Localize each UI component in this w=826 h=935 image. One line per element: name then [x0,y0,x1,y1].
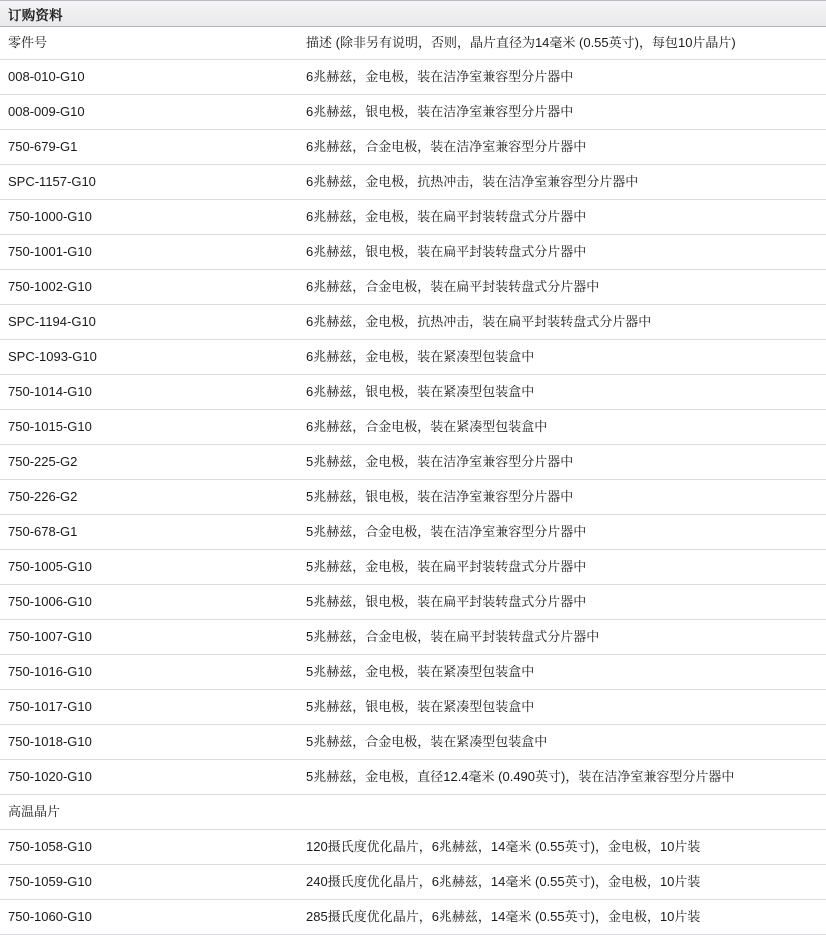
cell-part-number: 750-1017-G10 [0,690,298,725]
cell-description: 5兆赫兹，银电极，装在紧凑型包装盒中 [298,690,826,725]
cell-description: 285摄氏度优化晶片，6兆赫兹，14毫米 (0.55英寸)，金电极，10片装 [298,900,826,935]
table-row [0,130,826,165]
cell-part-number: SPC-1157-G10 [0,165,298,200]
group-label-high-temperature: 高温晶片 [0,795,298,830]
table-header-row [0,27,826,60]
cell-description: 5兆赫兹，金电极，装在扁平封装转盘式分片器中 [298,550,826,585]
cell-description: 6兆赫兹，银电极，装在扁平封装转盘式分片器中 [298,235,826,270]
cell-description: 5兆赫兹，合金电极，装在洁净室兼容型分片器中 [298,515,826,550]
section-header [0,0,826,27]
cell-description: 6兆赫兹，银电极，装在紧凑型包装盒中 [298,375,826,410]
table-row [0,165,826,200]
table-row [0,95,826,130]
cell-part-number: SPC-1194-G10 [0,305,298,340]
cell-description: 6兆赫兹，银电极，装在洁净室兼容型分片器中 [298,95,826,130]
table-row [0,725,826,760]
table-row [0,620,826,655]
table-group-row [0,795,826,830]
group-row-empty-cell [298,795,826,830]
cell-part-number: 750-1002-G10 [0,270,298,305]
table-row [0,60,826,95]
cell-description: 5兆赫兹，合金电极，装在扁平封装转盘式分片器中 [298,620,826,655]
table-row [0,375,826,410]
column-header-part-number: 零件号 [0,27,298,60]
table-row [0,830,826,865]
cell-part-number: 750-1000-G10 [0,200,298,235]
cell-description: 5兆赫兹，银电极，装在洁净室兼容型分片器中 [298,480,826,515]
table-row [0,515,826,550]
cell-description: 6兆赫兹，合金电极，装在洁净室兼容型分片器中 [298,130,826,165]
cell-description: 6兆赫兹，合金电极，装在紧凑型包装盒中 [298,410,826,445]
cell-part-number: 750-1018-G10 [0,725,298,760]
cell-part-number: 750-679-G1 [0,130,298,165]
cell-description: 5兆赫兹，金电极，直径12.4毫米 (0.490英寸)，装在洁净室兼容型分片器中 [298,760,826,795]
cell-part-number: 750-1001-G10 [0,235,298,270]
cell-description: 5兆赫兹，合金电极，装在紧凑型包装盒中 [298,725,826,760]
table-row [0,200,826,235]
cell-description: 6兆赫兹，金电极，抗热冲击，装在洁净室兼容型分片器中 [298,165,826,200]
cell-description: 5兆赫兹，银电极，装在扁平封装转盘式分片器中 [298,585,826,620]
cell-part-number: 750-225-G2 [0,445,298,480]
cell-description: 6兆赫兹，金电极，装在洁净室兼容型分片器中 [298,60,826,95]
table-row [0,235,826,270]
table-row [0,550,826,585]
table-row [0,445,826,480]
cell-part-number: 750-1058-G10 [0,830,298,865]
table-row [0,865,826,900]
table-row [0,410,826,445]
table-row [0,480,826,515]
cell-part-number: 750-1016-G10 [0,655,298,690]
table-row [0,340,826,375]
cell-description: 6兆赫兹，金电极，装在扁平封装转盘式分片器中 [298,200,826,235]
table-row [0,655,826,690]
cell-part-number: 750-1014-G10 [0,375,298,410]
cell-part-number: 750-1059-G10 [0,865,298,900]
table-row [0,690,826,725]
cell-description: 5兆赫兹，金电极，装在洁净室兼容型分片器中 [298,445,826,480]
ordering-table [0,27,826,935]
cell-part-number: 008-009-G10 [0,95,298,130]
cell-part-number: 750-1005-G10 [0,550,298,585]
table-row [0,585,826,620]
cell-part-number: SPC-1093-G10 [0,340,298,375]
table-row [0,760,826,795]
cell-description: 240摄氏度优化晶片，6兆赫兹，14毫米 (0.55英寸)，金电极，10片装 [298,865,826,900]
cell-part-number: 750-1015-G10 [0,410,298,445]
column-header-description: 描述 (除非另有说明，否则，晶片直径为14毫米 (0.55英寸)，每包10片晶片) [298,27,826,60]
cell-part-number: 750-1060-G10 [0,900,298,935]
table-row [0,305,826,340]
cell-part-number: 750-1006-G10 [0,585,298,620]
table-row [0,900,826,935]
cell-part-number: 750-678-G1 [0,515,298,550]
cell-description: 6兆赫兹，金电极，装在紧凑型包装盒中 [298,340,826,375]
cell-description: 6兆赫兹，金电极，抗热冲击，装在扁平封装转盘式分片器中 [298,305,826,340]
table-body [0,27,826,935]
cell-description: 5兆赫兹，金电极，装在紧凑型包装盒中 [298,655,826,690]
cell-description: 120摄氏度优化晶片，6兆赫兹，14毫米 (0.55英寸)，金电极，10片装 [298,830,826,865]
cell-description: 6兆赫兹，合金电极，装在扁平封装转盘式分片器中 [298,270,826,305]
cell-part-number: 750-226-G2 [0,480,298,515]
page-title: 订购资料 [8,7,63,23]
table-row [0,270,826,305]
cell-part-number: 008-010-G10 [0,60,298,95]
cell-part-number: 750-1020-G10 [0,760,298,795]
cell-part-number: 750-1007-G10 [0,620,298,655]
